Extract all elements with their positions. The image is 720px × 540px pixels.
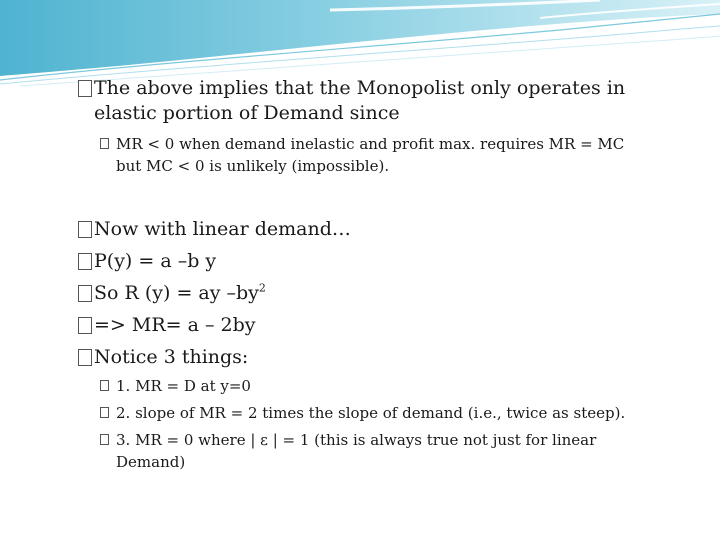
bullet-icon — [78, 285, 92, 302]
intro-sub-line-1: MR < 0 when demand inelastic and profit max. requires MR = MC — [116, 135, 625, 153]
notice-text: 2. slope of MR = 2 times the slope of demand (i.e., twice as steep). — [116, 404, 626, 422]
notice-text-line-2: Demand) — [116, 453, 186, 471]
point-revenue-function — [94, 281, 266, 306]
point-text: Now with linear demand… — [94, 218, 351, 240]
notice-item-2 — [116, 402, 625, 424]
point-text: Notice 3 things: — [94, 346, 249, 368]
intro-line-2: elastic portion of Demand since — [94, 102, 400, 124]
bullet-icon — [78, 80, 92, 97]
bullet-icon — [100, 380, 109, 391]
point-notice — [94, 345, 248, 370]
bullet-icon — [100, 434, 109, 445]
intro-sub-line-2: but MC < 0 is unlikely (impossible). — [116, 157, 390, 175]
point-text: P(y) = a –b y — [94, 250, 217, 272]
bullet-icon — [78, 317, 92, 334]
point-text: So R (y) = ay –by — [94, 282, 259, 304]
point-price-function — [94, 249, 216, 274]
bullet-icon — [78, 221, 92, 238]
point-text: => MR= a – 2by — [94, 314, 256, 336]
notice-item-3 — [116, 429, 596, 473]
point-linear-demand — [94, 217, 351, 242]
intro-subpoint — [116, 133, 624, 177]
bullet-icon — [78, 349, 92, 366]
bullet-icon — [78, 253, 92, 270]
point-marginal-revenue — [94, 313, 256, 338]
intro-line-1: The above implies that the Monopolist only operates in — [94, 77, 626, 99]
intro-point — [94, 76, 625, 126]
notice-text-line-1: 3. MR = 0 where | ε | = 1 (this is always true not just for linear — [116, 431, 597, 449]
notice-text: 1. MR = D at y=0 — [116, 377, 251, 395]
notice-item-1 — [116, 375, 251, 397]
bullet-icon — [100, 407, 109, 418]
exponent: 2 — [258, 281, 266, 295]
bullet-icon — [100, 138, 109, 149]
